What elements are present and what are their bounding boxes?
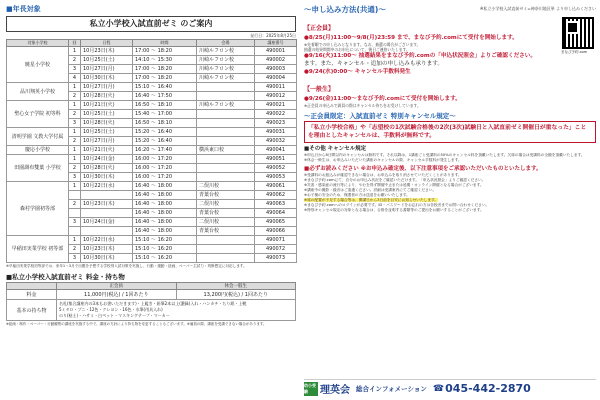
session-number: 1 — [69, 83, 81, 92]
session-number: 1 — [69, 236, 81, 245]
time-cell: 16:00 〜 17:20 — [133, 155, 197, 164]
session-number: 2 — [69, 200, 81, 209]
date-cell: 10月23日(木) — [81, 200, 133, 209]
other-cancel-heading: ■その他 キャンセル規定 — [304, 146, 367, 152]
school-name: 清明学園 文教大学付属 — [7, 128, 69, 146]
schedule-table — [6, 39, 297, 263]
time-cell: 17:00 〜 18:20 — [133, 65, 197, 74]
table-row — [7, 236, 297, 245]
table-row — [7, 101, 297, 110]
venue-cell: 二俣川校 — [197, 218, 255, 227]
application-heading-note: ※私立小学校入試直前ゼミ=神奈川地区単 より申し込みください — [480, 6, 596, 11]
time-cell: 15:10 〜 16:40 — [133, 83, 197, 92]
school-name: 慶応小学校 — [7, 146, 69, 155]
qr-code[interactable] — [562, 17, 594, 49]
date-cell — [81, 191, 133, 200]
qr-caption: まなび予約.com — [560, 50, 588, 54]
fee-title: ■私立小学校入試直前ゼミ 料金・持ち物 — [6, 273, 125, 281]
session-number: 3 — [69, 173, 81, 182]
date-cell: 10月25日(土) — [81, 128, 133, 137]
fee-col-header: 休会一般生 — [176, 283, 296, 290]
session-number: 3 — [69, 119, 81, 128]
venue-cell: 横浜東口校 — [197, 146, 255, 155]
time-cell: 15:10 〜 16:20 — [133, 236, 197, 245]
school-name: 品川翔英小学校 — [7, 83, 69, 101]
col-header: 対象小学校 — [7, 40, 69, 47]
logo-subtitle: 総合インフォメーション — [356, 385, 427, 393]
member-note-1: ※先着順での申し込みとなります。なお、抽選の場合がございます。 — [304, 42, 421, 47]
time-cell: 14:10 〜 15:30 — [133, 56, 197, 65]
session-number: 3 — [69, 254, 81, 263]
schedule-panel — [6, 4, 296, 396]
fee-col-header — [7, 283, 57, 290]
notice-para: ※特別キャンセル規定の対象となる場合は、合格を証明する書類等のご提出をお願いすることがございます。 — [304, 208, 484, 212]
time-cell: 16:40 〜 18:00 — [133, 182, 197, 191]
issued-date: 発行日：2025年8月25日 — [250, 33, 296, 38]
course-code: 490051 — [255, 155, 297, 164]
time-cell: 15:10 〜 16:20 — [133, 254, 197, 263]
venue-cell — [197, 164, 255, 173]
cancel-para: ※申込日から8日間以内のキャンセルは無料です。それ以降は、1講座ごと受講料の50%のキャンセル料を頂戴いたします。欠席の場合は受講料の全額を頂戴いたします。 — [304, 153, 585, 157]
school-name: 早稲田実業学校 初等部 — [7, 236, 69, 263]
table-row — [7, 83, 297, 92]
venue-cell: 川崎ルフロン校 — [197, 65, 255, 74]
col-header: 回 — [69, 40, 81, 47]
venue-cell — [197, 155, 255, 164]
footer — [304, 379, 596, 397]
school-name: 暁星小学校 — [7, 47, 69, 83]
time-cell: 17:00 〜 18:20 — [133, 47, 197, 56]
session-number: 1 — [69, 155, 81, 164]
date-cell: 10月28日(火) — [81, 164, 133, 173]
date-cell: 10月23日(木) — [81, 47, 133, 56]
venue-cell: 二俣川校 — [197, 200, 255, 209]
date-cell: 10月22日(水) — [81, 182, 133, 191]
venue-cell: 川崎ルフロン校 — [197, 74, 255, 83]
date-cell: 10月25日(土) — [81, 56, 133, 65]
notice-para: ※講座中の撮影・録音はご遠慮ください。詳細は受講案内にてご確認ください。 — [304, 188, 437, 192]
time-cell: 16:40 〜 18:00 — [133, 227, 197, 236]
items-line: 5ミタロ・ブニ・12色・クレヨン・16色・水筆(用具入れ) — [59, 307, 163, 312]
date-cell: 10月30日(木) — [81, 254, 133, 263]
time-cell: 17:00 〜 18:20 — [133, 74, 197, 83]
time-cell: 16:50 〜 18:10 — [133, 101, 197, 110]
session-number — [69, 227, 81, 236]
date-cell: 10月25日(土) — [81, 110, 133, 119]
time-cell: 15:10 〜 16:20 — [133, 245, 197, 254]
session-number: 3 — [69, 65, 81, 74]
fee-notes: ※絵画・制作・ペーパー・行動観察の講座を実施する中で、講座の方針により持ち物を変更することもございます。※満員の際、講座を受講できない場合があります。 — [6, 322, 267, 326]
course-code: 490072 — [255, 245, 297, 254]
session-number: 2 — [69, 137, 81, 146]
time-cell: 16:00 〜 17:20 — [133, 173, 197, 182]
items-line: のり(粘土)・ハサミ・白ペット・マスキングテープ・マーカー — [59, 313, 170, 318]
school-name: 田園調布雙葉 小学校 — [7, 155, 69, 182]
member-line-3: ます。また、キャンセル・追加の申し込みも承ります。 — [304, 61, 443, 67]
venue-cell — [197, 245, 255, 254]
course-code: 490031 — [255, 128, 297, 137]
notice-para: ※まなび予約.comへのログインが必要です。ID・パスワードをお忘れの方は各校舎までお問い合わせください。 — [304, 203, 490, 207]
items-label: 基本の持ち物 — [7, 300, 57, 321]
course-code: 490053 — [255, 173, 297, 182]
course-code: 490064 — [255, 209, 297, 218]
session-number: 2 — [69, 110, 81, 119]
special-cancel-box: 「私立小学校合格」や「志望校の1次試験合格後の2次(3次)試験日と入試直前ゼミ開催日が重なった」ことを理由としたキャンセルは、手数料が無料です。 — [304, 121, 596, 143]
schedule-body — [7, 47, 297, 263]
date-cell: 10月24日(金) — [81, 155, 133, 164]
course-code: 490003 — [255, 65, 297, 74]
date-cell — [81, 227, 133, 236]
date-cell: 10月27日(月) — [81, 83, 133, 92]
course-code: 490061 — [255, 182, 297, 191]
application-panel — [304, 3, 596, 397]
notice-para: ※災害・感染症の流行等により、やむを得ず開催中止または延期・オンライン開催となる場合がございます。 — [304, 183, 484, 187]
col-header: 会場 — [197, 40, 255, 47]
notice-para: ※受講料のお振込みが確認できない場合は、お申込みを取り消させていただくことがあります。 — [304, 173, 462, 177]
date-cell: 10月21日(火) — [81, 146, 133, 155]
fee-row — [7, 290, 296, 300]
general-line: ●9/26(金)11:00〜まなび予約.comにて受付を開始します。 — [304, 96, 461, 102]
session-number: 1 — [69, 146, 81, 155]
course-code: 490073 — [255, 254, 297, 263]
course-code: 490001 — [255, 47, 297, 56]
time-cell: 16:40 〜 18:00 — [133, 191, 197, 200]
session-number — [69, 209, 81, 218]
member-line-1: ●8/25(月)11:00〜9/8(月)23:59 まで、まなび予約.comにて受付を開始します。 — [304, 35, 518, 41]
course-code: 490065 — [255, 218, 297, 227]
venue-cell — [197, 92, 255, 101]
course-code: 490032 — [255, 137, 297, 146]
application-header — [304, 3, 596, 15]
session-number: 1 — [69, 182, 81, 191]
course-code: 490071 — [255, 236, 297, 245]
member-note-2: 抽選の結果期間中のお申込について、後日ご連絡いたします。 — [304, 47, 410, 52]
venue-cell — [197, 110, 255, 119]
venue-cell — [197, 83, 255, 92]
section-tag: ■年長対象 — [6, 5, 41, 13]
time-cell: 16:40 〜 18:00 — [133, 200, 197, 209]
fee-label: 料金 — [7, 290, 57, 300]
schedule-header-row — [7, 40, 297, 47]
table-row — [7, 47, 297, 56]
logo: 理英会 — [320, 385, 350, 396]
fee-general: 13,200円(税込) / 1回あたり — [176, 290, 296, 300]
must-read-heading: ■必ずお読みください ※お申込み確定後、以下注意事項をご承認いただいたものといたします。 — [304, 166, 542, 172]
venue-cell — [197, 173, 255, 182]
phone-number[interactable]: 045-442-2870 — [445, 382, 531, 395]
member-line-4: ●9/24(水)0:00〜 キャンセル手数料発生 — [304, 69, 411, 75]
col-header: 日程 — [81, 40, 133, 47]
venue-cell — [197, 236, 255, 245]
course-code: 490066 — [255, 227, 297, 236]
time-cell: 16:00 〜 17:20 — [133, 164, 197, 173]
highlight-note: ※席の配置が不足する場合等は、開講日から3日前を目安にお知らせいたします。 — [304, 198, 439, 202]
course-code: 490063 — [255, 200, 297, 209]
items-list — [57, 300, 296, 321]
phone-icon: ☎ — [432, 383, 445, 394]
course-code: 490052 — [255, 164, 297, 173]
col-header: 講座番号 — [255, 40, 297, 47]
notice-para: ※お子様の安全のため、保護者の方は送迎をお願いいたします。 — [304, 193, 410, 197]
date-cell: 10月23日(木) — [81, 245, 133, 254]
venue-cell: 川崎ルフロン校 — [197, 47, 255, 56]
course-code: 490041 — [255, 146, 297, 155]
course-code: 490002 — [255, 56, 297, 65]
fee-header-row — [7, 283, 296, 290]
course-code: 490023 — [255, 119, 297, 128]
venue-cell — [197, 254, 255, 263]
course-code: 490021 — [255, 101, 297, 110]
member-tag: 【正会員】 — [304, 25, 335, 32]
venue-cell: 二俣川校 — [197, 182, 255, 191]
course-code: 490022 — [255, 110, 297, 119]
course-code: 490004 — [255, 74, 297, 83]
session-number: 2 — [69, 245, 81, 254]
logo-mark: 幼小受験 — [304, 382, 316, 394]
notice-para: ※まなび予約.comにて、自分のお申込み状況をご確認いただけます。「申込状況照会」よりご確認ください。 — [304, 178, 486, 182]
application-heading: 〜申し込み方法(共通)〜 — [304, 4, 386, 14]
table-row — [7, 146, 297, 155]
session-number: 2 — [69, 164, 81, 173]
date-cell: 10月27日(月) — [81, 65, 133, 74]
table-row — [7, 155, 297, 164]
time-cell: 16:50 〜 18:10 — [133, 119, 197, 128]
session-number: 1 — [69, 128, 81, 137]
schedule-footnote: ※早稲田実業学校初等部では、来年1〜3月で出題を予想する学校別入試対策を実施し、行動・運動・絵画、ペーパー主試力・判断想定に対応します。 — [6, 264, 247, 268]
course-code: 490011 — [255, 83, 297, 92]
venue-cell: 青葉台校 — [197, 209, 255, 218]
session-number: 4 — [69, 74, 81, 83]
table-row — [7, 128, 297, 137]
special-cancel-heading: 〜正会員限定：入試直前ゼミ 特別キャンセル規定〜 — [304, 112, 456, 120]
col-header: 時間 — [133, 40, 197, 47]
page-title: 私立小学校入試直前ゼミ のご案内 — [6, 16, 296, 32]
session-number — [69, 191, 81, 200]
date-cell: 10月30日(木) — [81, 74, 133, 83]
venue-cell: 青葉台校 — [197, 191, 255, 200]
time-cell: 16:40 〜 17:50 — [133, 92, 197, 101]
date-cell: 10月28日(火) — [81, 119, 133, 128]
member-line-2: ●9/16(火)11:00〜 抽選結果をまなび予約.comの「申込状況照会」よりご確認ください。 — [304, 53, 536, 59]
date-cell: 10月27日(月) — [81, 137, 133, 146]
venue-cell: 青葉台校 — [197, 227, 255, 236]
general-tag: 【一般生】 — [304, 86, 335, 93]
table-row — [7, 182, 297, 191]
time-cell: 16:40 〜 18:00 — [133, 218, 197, 227]
general-note: ※正会員の申込みで満員の際はキャンセル待ちをお受けしています。 — [304, 103, 421, 108]
venue-cell — [197, 119, 255, 128]
school-name: 森村学園初等部 — [7, 182, 69, 236]
session-number: 3 — [69, 218, 81, 227]
session-number: 2 — [69, 92, 81, 101]
date-cell: 10月28日(火) — [81, 92, 133, 101]
session-number: 2 — [69, 56, 81, 65]
items-row — [7, 300, 296, 321]
time-cell: 16:20 〜 17:40 — [133, 146, 197, 155]
date-cell: 10月22日(水) — [81, 236, 133, 245]
time-cell: 15:20 〜 16:40 — [133, 137, 197, 146]
session-number: 1 — [69, 47, 81, 56]
date-cell — [81, 209, 133, 218]
time-cell: 15:20 〜 16:40 — [133, 128, 197, 137]
venue-cell — [197, 137, 255, 146]
course-code: 490012 — [255, 92, 297, 101]
items-line: 名札(集合講座内の3本もお書いただきます)・上履き・鉛筆2本以上(濃緑)入れ・ハンカチ・ちり紙・上靴 — [59, 301, 247, 306]
date-cell: 10月30日(木) — [81, 173, 133, 182]
time-cell: 15:40 〜 17:00 — [133, 110, 197, 119]
time-cell: 16:40 〜 18:00 — [133, 209, 197, 218]
fee-member: 11,000円(税込) / 1回あたり — [57, 290, 177, 300]
venue-cell: 川崎ルフロン校 — [197, 101, 255, 110]
session-number: 1 — [69, 101, 81, 110]
date-cell: 10月21日(火) — [81, 101, 133, 110]
venue-cell — [197, 128, 255, 137]
course-code: 490062 — [255, 191, 297, 200]
venue-cell: 川崎ルフロン校 — [197, 56, 255, 65]
fee-table — [6, 282, 296, 321]
cancel-para: ※休会一般生は、お申込みいただいた講座のキャンセルの際、キャンセル手数料が発生します。 — [304, 158, 462, 162]
date-cell: 10月24日(金) — [81, 218, 133, 227]
school-name: 聖心女子学院 初等科 — [7, 101, 69, 128]
fee-col-header: 正会員 — [57, 283, 177, 290]
